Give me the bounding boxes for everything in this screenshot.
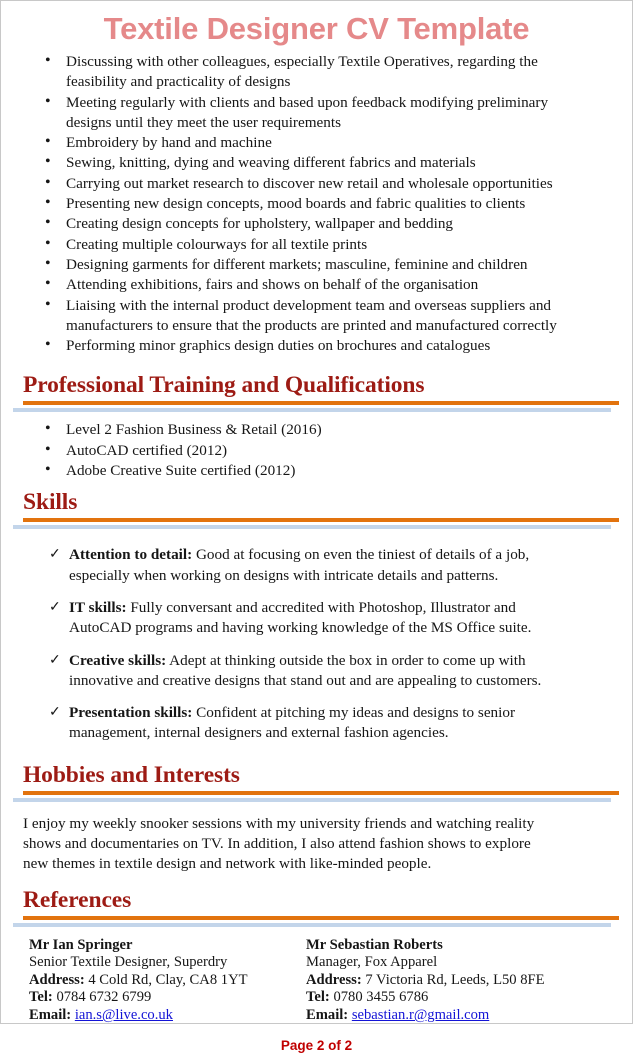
spacer [1, 356, 632, 372]
tel-label: Tel: [29, 989, 53, 1006]
divider-blue-bar [13, 923, 611, 927]
list-item [1, 651, 632, 692]
address-value: 7 Victoria Rd, Leeds, L50 8FE [365, 971, 545, 988]
list-item: • Adobe Creative Suite certified (2012) [1, 461, 632, 481]
list-item: • Presenting new design concepts, mood boards and fabric qualities to clients [1, 194, 632, 214]
reference-email [306, 1007, 583, 1025]
spacer [1, 875, 632, 887]
skill-text: Adept at thinking outside the box in order to come up with innovative and creative designs that stand out and are appealing to customers. [69, 651, 542, 689]
address-value: 4 Cold Rd, Clay, CA8 1YT [88, 971, 248, 988]
reference-name: Mr Sebastian Roberts [306, 936, 443, 953]
spacer [1, 802, 632, 814]
page-title: Textile Designer CV Template [103, 11, 530, 46]
list-item: • Level 2 Fashion Business & Retail (2016) [1, 420, 632, 440]
skills-list [1, 545, 632, 743]
list-item: • Designing garments for different markets; masculine, feminine and children [1, 255, 632, 275]
reference-name: Mr Ian Springer [29, 936, 133, 953]
address-label: Address: [306, 971, 362, 988]
list-item: • Performing minor graphics design duties on brochures and catalogues [1, 336, 632, 356]
divider-orange-bar [23, 916, 619, 920]
email-link[interactable]: ian.s@live.co.uk [74, 1006, 173, 1023]
list-item: • Liaising with the internal product development team and overseas suppliers and manufacturers to ensure that the products are printed and manufactured correctly [1, 296, 632, 337]
email-label: Email: [29, 1006, 72, 1023]
reference-card [29, 937, 306, 1025]
list-item: • Carrying out market research to discover new retail and wholesale opportunities [1, 174, 632, 194]
reference-role: Senior Textile Designer, Superdry [29, 954, 228, 971]
skill-label: Creative skills: [69, 651, 167, 669]
list-item: • Embroidery by hand and machine [1, 133, 632, 153]
tel-label: Tel: [306, 989, 330, 1006]
reference-tel [29, 989, 306, 1007]
cv-page-content [1, 10, 632, 1053]
email-link[interactable]: sebastian.r@gmail.com [351, 1006, 490, 1023]
reference-address [306, 972, 583, 990]
spacer [1, 481, 632, 489]
section-heading-training: Professional Training and Qualifications [23, 372, 425, 399]
section-heading-hobbies: Hobbies and Interests [23, 761, 240, 788]
list-item: • Discussing with other colleagues, especially Textile Operatives, regarding the feasibility and practicality of designs [1, 52, 632, 93]
skill-text: Good at focusing on even the tiniest of details of a job, especially when working on designs with intricate details and patterns. [69, 546, 530, 584]
section-divider [1, 401, 632, 412]
reference-role: Manager, Fox Apparel [306, 954, 438, 971]
reference-tel [306, 989, 583, 1007]
list-item: • Sewing, knitting, dying and weaving different fabrics and materials [1, 153, 632, 173]
page-number-footer: Page 2 of 2 [280, 1037, 353, 1053]
email-label: Email: [306, 1006, 349, 1023]
spacer [1, 412, 632, 420]
reference-email [29, 1007, 306, 1025]
reference-card [306, 937, 583, 1025]
section-divider [1, 518, 632, 529]
skill-label: Attention to detail: [69, 546, 193, 564]
section-heading-skills: Skills [23, 489, 78, 516]
tel-value: 0780 3455 6786 [333, 989, 429, 1006]
divider-orange-bar [23, 518, 619, 522]
list-item: • Attending exhibitions, fairs and shows on behalf of the organisation [1, 275, 632, 295]
hobbies-paragraph: I enjoy my weekly snooker sessions with my university friends and watching reality shows and documentaries on TV. In addition, I also attend fashion shows to explore new themes in textile design and network with like-minded people. [23, 814, 535, 873]
references-block [1, 937, 632, 1025]
skill-text: Fully conversant and accredited with Photoshop, Illustrator and AutoCAD programs and having working knowledge of the MS Office suite. [69, 598, 532, 637]
tel-value: 0784 6732 6799 [56, 989, 152, 1006]
address-label: Address: [29, 971, 85, 988]
section-divider [1, 791, 632, 802]
list-item: • Creating design concepts for upholstery, wallpaper and bedding [1, 214, 632, 234]
skill-label: IT skills: [69, 598, 127, 616]
list-item: • AutoCAD certified (2012) [1, 441, 632, 461]
divider-orange-bar [23, 401, 619, 405]
list-item: • Creating multiple colourways for all textile prints [1, 235, 632, 255]
duties-list [1, 52, 632, 356]
list-item [1, 703, 632, 744]
skill-label: Presentation skills: [69, 704, 193, 722]
skill-text: Confident at pitching my ideas and designs to senior management, internal designers and external fashion agencies. [69, 704, 516, 742]
section-heading-references: References [23, 886, 132, 913]
divider-orange-bar [23, 791, 619, 795]
section-divider [1, 916, 632, 927]
list-item [1, 545, 632, 586]
list-item [1, 598, 632, 639]
training-list [1, 420, 632, 481]
list-item: • Meeting regularly with clients and based upon feedback modifying preliminary designs until they meet the user requirements [1, 93, 632, 134]
spacer [1, 529, 632, 545]
reference-address [29, 972, 306, 990]
